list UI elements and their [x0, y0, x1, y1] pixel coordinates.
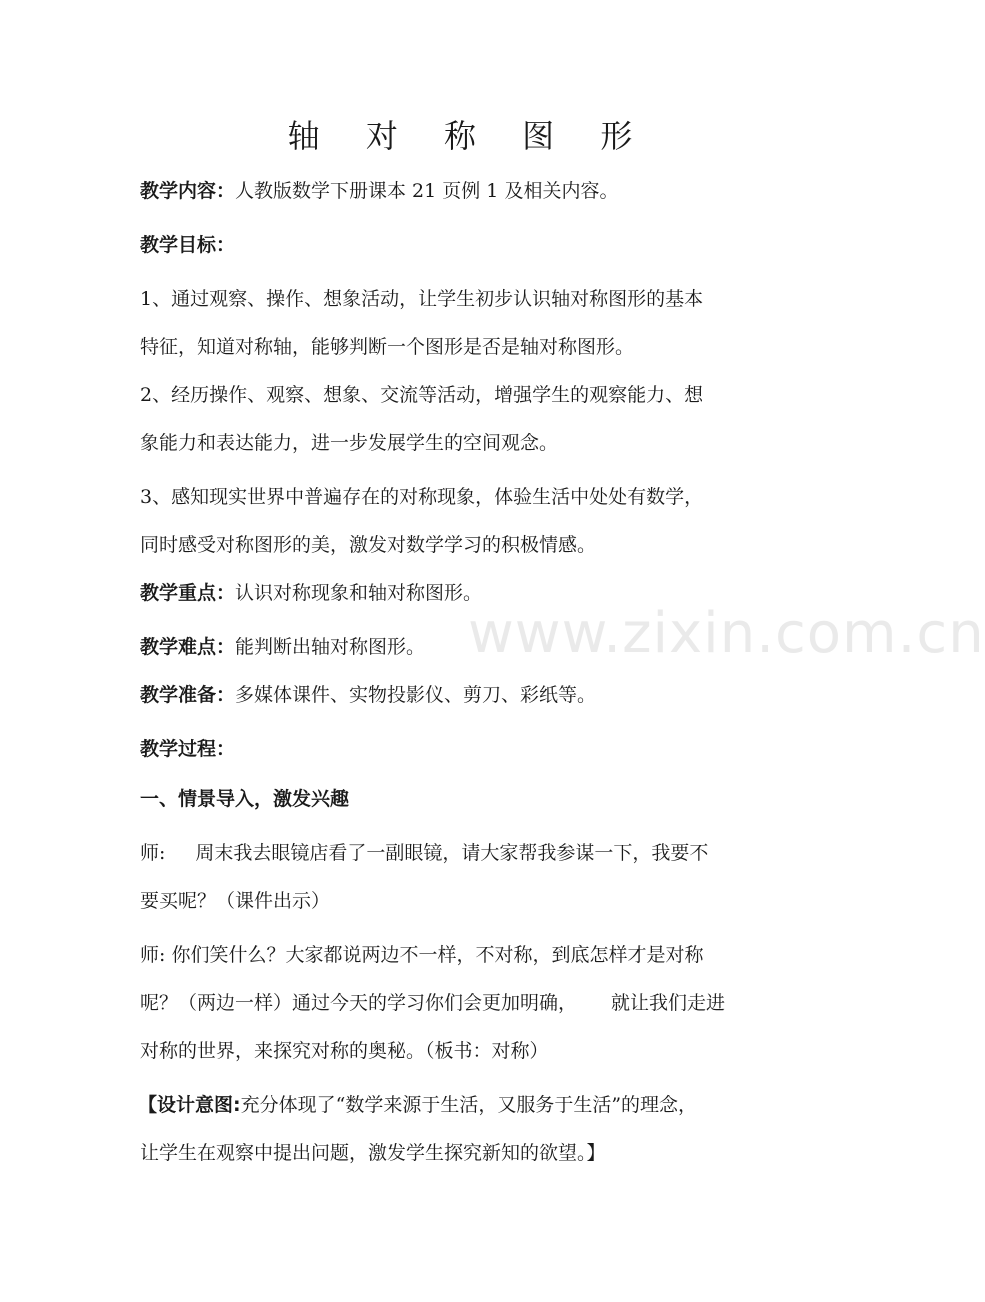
paragraph-1-line-1 — [140, 839, 790, 867]
key-points-label: 教学重点： — [140, 582, 236, 604]
teaching-content-text: 人教版数学下册课本 21 页例 1 及相关内容。 — [235, 180, 619, 202]
design-intent-text: 充分体现了“数学来源于生活，又服务于生活”的理念， — [240, 1094, 698, 1116]
paragraph-1-text: 周末我去眼镜店看了一副眼镜，请大家帮我参谋一下，我要不 — [195, 842, 709, 864]
paragraph-2-line-2b: 就让我们走进 — [611, 992, 726, 1014]
difficulties — [140, 633, 790, 661]
preparation — [140, 681, 790, 709]
objective-3-line-2: 同时感受对称图形的美，激发对数学学习的积极情感。 — [140, 534, 597, 556]
design-intent-line-1 — [138, 1091, 788, 1119]
design-intent-label: 【设计意图: — [138, 1094, 241, 1116]
page-title: 轴 对 称 图 形 — [287, 117, 651, 155]
key-points — [140, 579, 790, 607]
paragraph-2-line-2 — [140, 989, 790, 1017]
section-1-title: 一、情景导入，激发兴趣 — [140, 788, 350, 810]
paragraph-2-line-3: 对称的世界，来探究对称的奥秘。（板书：对称） — [140, 1040, 549, 1062]
difficulties-text: 能判断出轴对称图形。 — [235, 636, 426, 658]
teaching-objectives-heading: 教学目标： — [140, 234, 236, 256]
objective-3-line-1: 3、感知现实世界中普遍存在的对称现象，体验生活中处处有数学， — [140, 486, 704, 508]
objective-2-line-1: 2、经历操作、观察、想象、交流等活动，增强学生的观察能力、想 — [140, 384, 704, 406]
watermark: www.zixin.com.cn — [468, 601, 985, 666]
paragraph-2-line-2a: 呢？（两边一样）通过今天的学习你们会更加明确， — [140, 992, 578, 1014]
teaching-process-heading: 教学过程： — [140, 738, 236, 760]
objective-1-line-1: 1、通过观察、操作、想象活动，让学生初步认识轴对称图形的基本 — [140, 288, 704, 310]
key-points-text: 认识对称现象和轴对称图形。 — [235, 582, 483, 604]
teaching-content — [140, 177, 790, 205]
objective-1-line-2: 特征，知道对称轴，能够判断一个图形是否是轴对称图形。 — [140, 336, 635, 358]
teaching-content-label: 教学内容： — [140, 180, 236, 202]
design-intent-line-2: 让学生在观察中提出问题，激发学生探究新知的欲望。】 — [140, 1142, 606, 1164]
paragraph-2-line-1: 师: 你们笑什么？大家都说两边不一样，不对称，到底怎样才是对称 — [140, 944, 704, 966]
paragraph-1-line-2: 要买呢？（课件出示） — [140, 890, 331, 912]
preparation-text: 多媒体课件、实物投影仪、剪刀、彩纸等。 — [235, 684, 597, 706]
speaker-label: 师: — [140, 842, 166, 864]
objective-2-line-2: 象能力和表达能力，进一步发展学生的空间观念。 — [140, 432, 559, 454]
preparation-label: 教学准备： — [140, 684, 236, 706]
difficulties-label: 教学难点： — [140, 636, 236, 658]
